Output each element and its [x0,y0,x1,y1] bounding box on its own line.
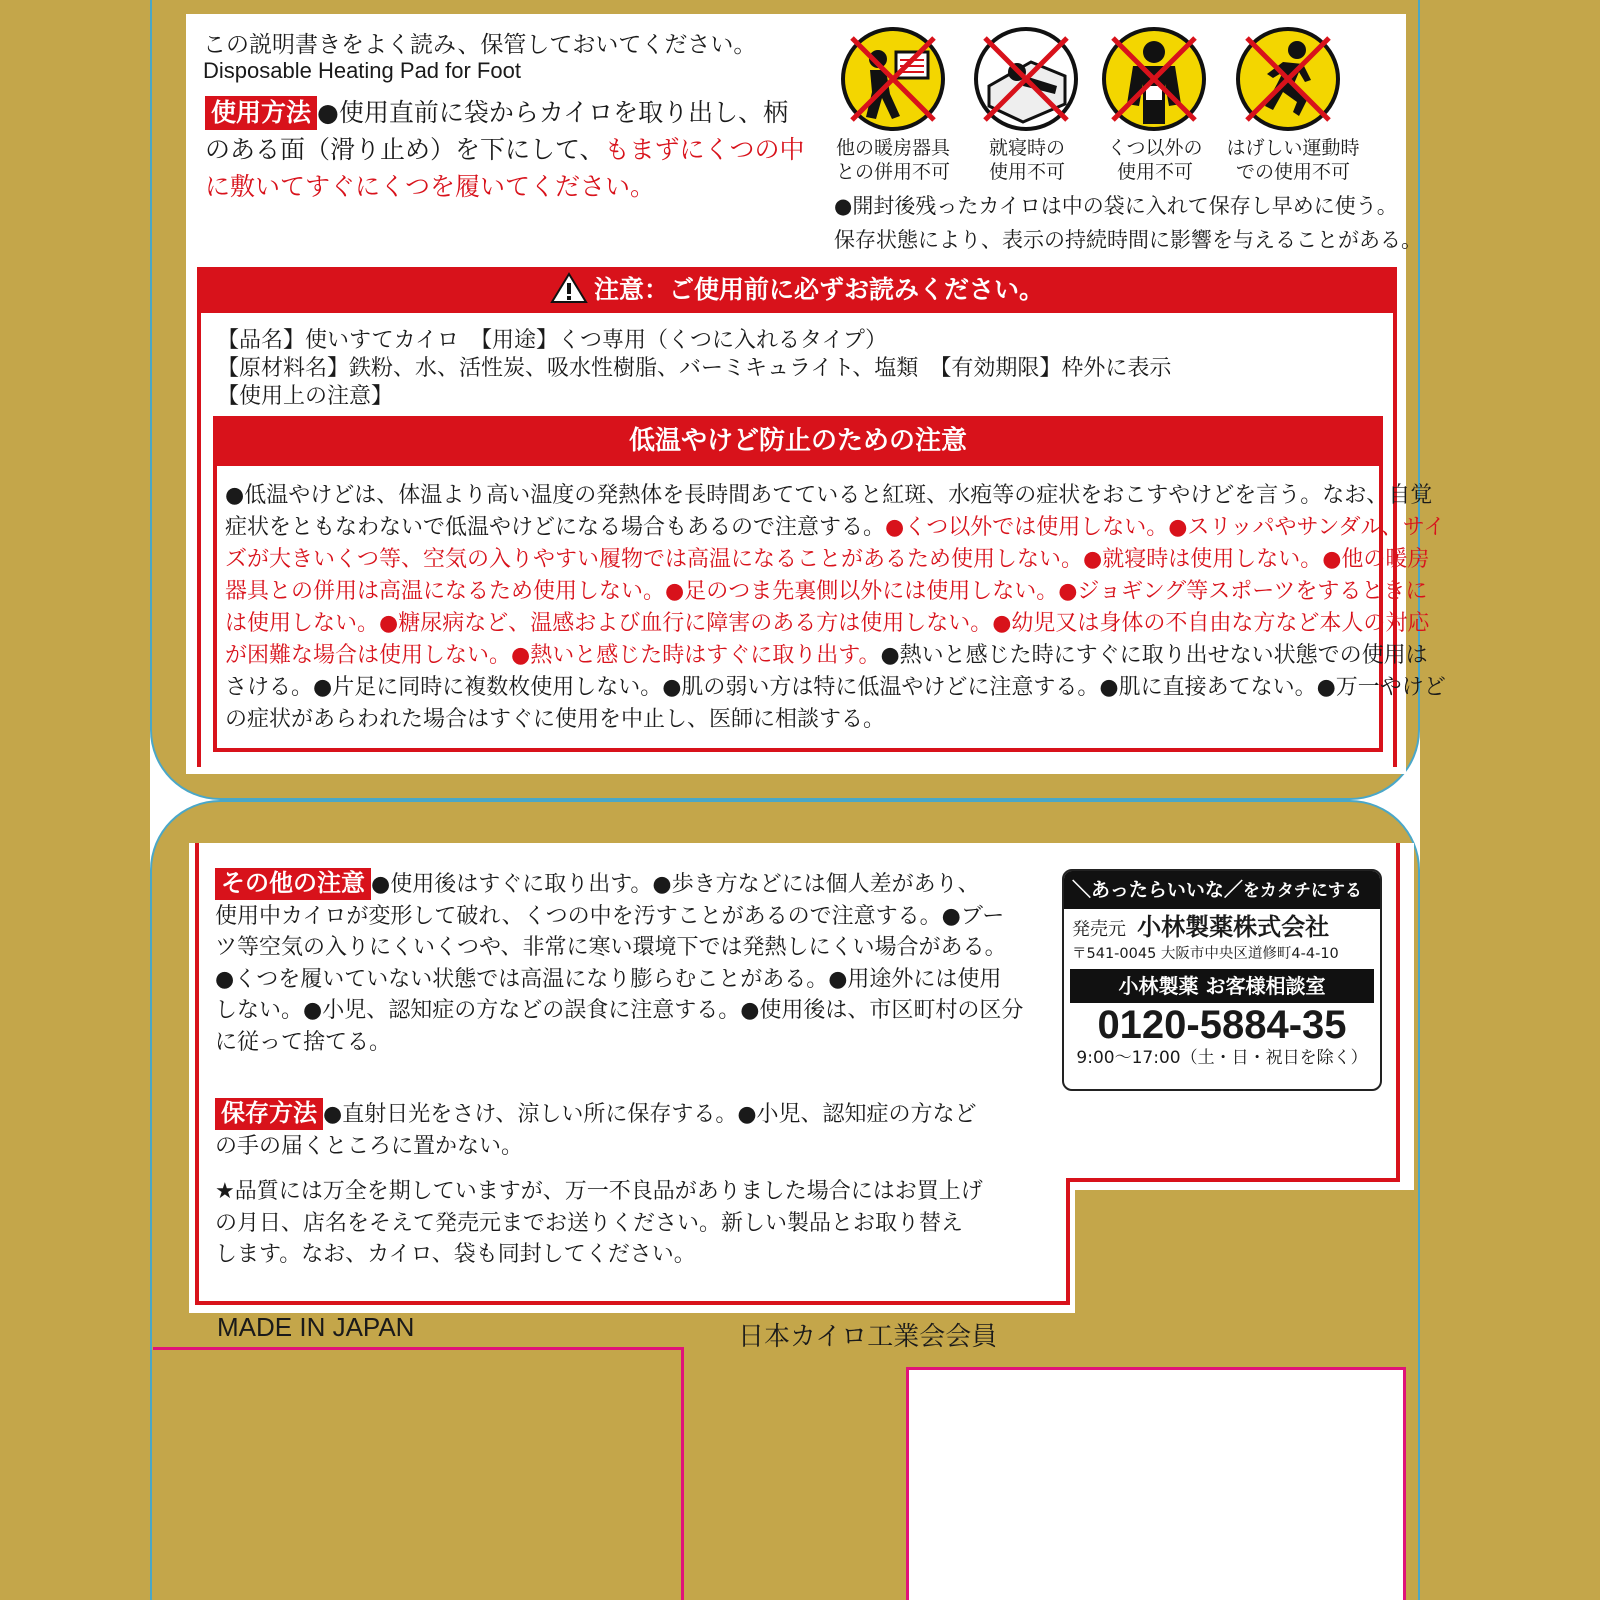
other-line-4: ●くつを履いていない状態では高温になり膨らむことがある。●用途外には使用 [215,966,1002,992]
lowtemp-line-1: ●低温やけどは、体温より高い温度の発熱体を長時間あてていると紅斑、水疱等の症状をおこすやけどを言う。なお、自覚 [225,483,1433,508]
caption-bed-2: 使用不可 [988,161,1065,183]
usage-text-2-red: もまずにくつの中 [604,135,805,164]
lowtemp-header: 低温やけど防止のための注意 [213,416,1383,466]
quality-line-1: ★品質には万全を期していますが、万一不良品がありました場合にはお買上げ [215,1179,983,1204]
other-notes [215,868,1055,1058]
lowtemp-line-2-red: ●くつ以外では使用しない。●スリッパやサンダル、サイ [885,515,1446,540]
company-address: 〒541-0045 大阪市中央区道修町4-4-10 [1072,946,1339,962]
company-box [1062,869,1382,1091]
company-slogan [1064,871,1380,909]
warning-header-text: 注意：ご使用前に必ずお読みください。 [593,275,1044,304]
warning-line-2: 【原材料名】鉄粉、水、活性炭、吸水性樹脂、バーミキュライト、塩類 【有効期限】枠外に表示 [217,356,1172,381]
quality-line-2: の月日、店名をそえて発売元までお送りください。新しい製品とお取り替え [215,1210,964,1236]
intro-text: この説明書きをよく読み、保管しておいてください。 [203,32,757,58]
consult-label: 小林製薬 お客様相談室 [1070,969,1374,1003]
quality-line-3: します。なお、カイロ、袋も同封してください。 [215,1242,696,1267]
quality-notes [215,1176,1055,1271]
blank-area-left [153,1347,684,1600]
caption-heater-1: 他の暖房器具 [835,137,950,159]
lowtemp-line-8: の症状があらわれた場合はすぐに使用を中止し、医師に相談する。 [225,707,886,732]
lowtemp-line-3: ズが大きいくつ等、空気の入りやすい履物では高温になることがあるため使用しない。●就寝時は使用しない。●他の暖房 [225,547,1430,572]
other-line-2: 使用中カイロが変形して破れ、くつの中を汚すことがあるので注意する。●ブー [215,903,1005,929]
english-name: Disposable Heating Pad for Foot [203,58,521,83]
storage-line [215,1098,1055,1131]
warning-line-1: 【品名】使いすてカイロ 【用途】くつ専用（くつに入れるタイプ） [217,328,888,353]
seller-name: 小林製薬株式会社 [1137,913,1330,941]
storage-note-2: 保存状態により、表示の持続時間に影響を与えることがある。 [834,228,1422,252]
storage-notes [215,1098,1055,1162]
caption-bed-1: 就寝時の [988,137,1065,159]
other-line [215,868,1055,901]
usage-text-1: ●使用直前に袋からカイロを取り出し、柄 [317,98,789,127]
caption-running-1: はげしい運動時 [1226,137,1360,159]
warning-line-3: 【使用上の注意】 [217,384,394,409]
storage-line-1: ●直射日光をさけ、涼しい所に保存する。●小児、認知症の方など [323,1102,977,1127]
caption-body-2: 使用不可 [1116,161,1193,183]
other-tag: その他の注意 [215,868,371,900]
other-line-6: に従って捨てる。 [215,1029,392,1055]
slogan-suffix: をカタチにする [1242,881,1362,901]
business-hours: 9:00〜17:00（土・日・祝日を除く） [1076,1048,1368,1068]
usage-tag: 使用方法 [205,96,317,130]
lowtemp-line-7: さける。●片足に同時に複数枚使用しない。●肌の弱い方は特に低温やけどに注意する。●肌に直接あてない。●万一やけど [225,675,1446,700]
lowtemp-line-6-red: が困難な場合は使用しない。●熱いと感じた時はすぐに取り出す。 [225,643,881,668]
usage-text-2: のある面（滑り止め）を下にして、 [205,135,605,164]
lowtemp-line-4: 器具との併用は高温になるため使用しない。●足のつま先裏側以外には使用しない。●ジョギング等スポーツをするときに [225,579,1428,604]
storage-line-2: の手の届くところに置かない。 [215,1133,524,1159]
phone-number: 0120-5884-35 [1097,1003,1347,1047]
lowtemp-line-5: は使用しない。●糖尿病など、温感および血行に障害のある方は使用しない。●幼児又は身体の不自由な方など本人の対応 [225,611,1430,636]
blank-area-right [906,1367,1406,1600]
lowtemp-line-2: 症状をともなわないで低温やけどになる場合もあるので注意する。 [225,515,886,540]
other-line-1: ●使用後はすぐに取り出す。●歩き方などには個人差があり、 [371,872,980,897]
caption-running-2: での使用不可 [1235,161,1350,183]
caption-body-1: くつ以外の [1107,137,1203,159]
association-member: 日本カイロ工業会会員 [738,1322,998,1352]
slogan-main: あったらいいな [1091,879,1224,901]
made-in-japan: MADE IN JAPAN [217,1312,415,1342]
other-line-5: しない。●小児、認知症の方などの誤食に注意する。●使用後は、市区町村の区分 [215,998,1024,1023]
usage-line-3: に敷いてすぐにくつを履いてください。 [205,172,656,201]
caption-heater-2: との併用不可 [835,161,950,183]
storage-tag: 保存方法 [215,1098,323,1130]
slogan-slash: ／ [1223,879,1243,901]
storage-note-1: ●開封後残ったカイロは中の袋に入れて保存し早めに使う。 [834,194,1398,218]
other-line-3: ツ等空気の入りにくいくつや、非常に寒い環境下では発熱しにくい場合がある。 [215,935,1007,960]
seller-row [1064,909,1380,943]
lowtemp-line-6: ●熱いと感じた時にすぐに取り出せない状態での使用は [880,643,1428,668]
seller-label: 発売元 [1072,919,1126,940]
slogan-prefix: ＼ [1072,879,1092,901]
